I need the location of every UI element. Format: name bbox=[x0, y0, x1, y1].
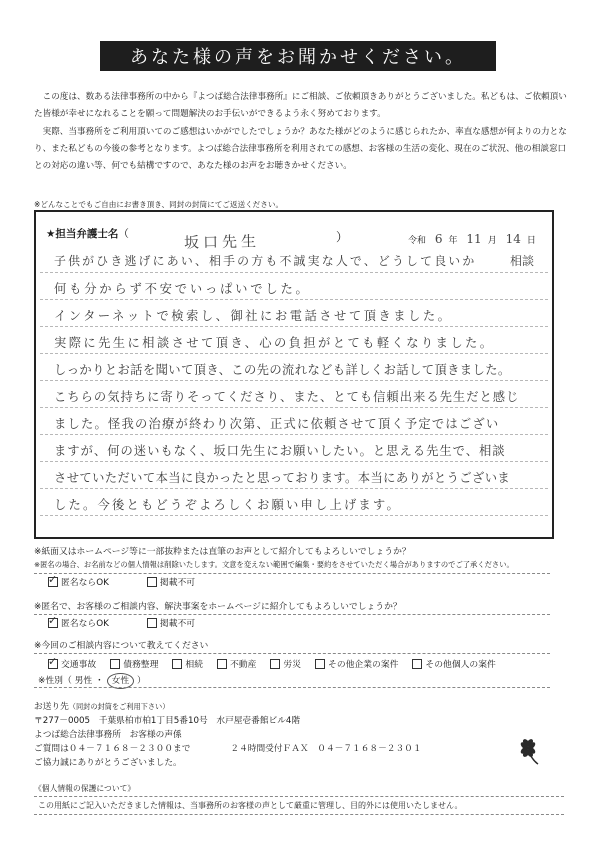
option-anonymous-ok[interactable]: ✓ 匿名ならOK bbox=[48, 616, 109, 629]
checkbox[interactable] bbox=[315, 659, 325, 669]
option-traffic-accident[interactable]: ✓ 交通事故 bbox=[48, 657, 96, 670]
checkbox[interactable] bbox=[172, 659, 182, 669]
letter-date: 令和 6 年 11 月 14 日 bbox=[408, 232, 536, 246]
contact-fax: ２４時間受付ＦＡＸ ０４－７１６８－２３０１ bbox=[230, 744, 422, 754]
ruled-line bbox=[40, 434, 548, 435]
intro-paragraph: この度は、数ある法律事務所の中から『よつば総合法律事務所』にご相談、ご依頼頂きありがとうございました。私どもは、ご依頼頂いた皆様が幸せになれることを願って問題解決のお手伝いができるよう永く努めております。 bbox=[34, 92, 567, 120]
checkbox[interactable] bbox=[48, 577, 58, 587]
question-case-consent bbox=[34, 600, 550, 629]
checkbox[interactable] bbox=[217, 659, 227, 669]
option-labor-accident[interactable]: 労災 bbox=[270, 657, 301, 670]
page-title-banner bbox=[100, 41, 496, 71]
letter-line: ますが、何の迷いもなく、坂口先生にお願いしたい。と思える先生で、相談 bbox=[54, 444, 506, 458]
option-group bbox=[34, 616, 550, 629]
lawyer-close-paren: ） bbox=[336, 230, 349, 244]
divider bbox=[34, 614, 550, 615]
page-title: あなた様の声をお聞かせください。 bbox=[130, 47, 466, 68]
option-group bbox=[34, 575, 550, 588]
checkbox[interactable] bbox=[48, 618, 58, 628]
option-other-corporate[interactable]: その他企業の案件 bbox=[315, 657, 398, 670]
lawyer-name: 坂口先生 bbox=[183, 232, 261, 252]
option-real-estate[interactable]: 不動産 bbox=[217, 657, 256, 670]
question-text: ※今回のご相談内容について教えてください bbox=[34, 641, 209, 651]
divider bbox=[34, 573, 550, 574]
ruled-line bbox=[40, 515, 548, 516]
gender-label: ※性別（ bbox=[38, 676, 72, 686]
checkbox[interactable] bbox=[270, 659, 280, 669]
ruled-line bbox=[40, 326, 548, 327]
contact-address: 〒277－0005 千葉県柏市柏1丁目5番10号 水戸屋壱番館ビル4階 bbox=[34, 716, 301, 726]
checkbox[interactable] bbox=[110, 659, 120, 669]
letter-line: した。今後ともどうぞよろしくお願い申し上げます。 bbox=[54, 498, 401, 512]
handwritten-letter-box bbox=[34, 210, 554, 539]
question-consultation-type bbox=[34, 639, 550, 670]
question-text: ※紙面又はホームページ等に一部抜粋または直筆のお声として紹介してもよろしいでしょうか？ bbox=[34, 547, 411, 557]
ruled-line bbox=[40, 380, 548, 381]
ruled-line bbox=[40, 488, 548, 489]
privacy-text: この用紙にご記入いただきました情報は、当事務所のお客様の声として厳重に管理し、目的外には使用いたしません。 bbox=[38, 801, 463, 810]
contact-heading: お送り先 bbox=[34, 702, 69, 712]
question-publish-consent bbox=[34, 545, 550, 588]
privacy-title: 《個人情報の保護について》 bbox=[34, 784, 136, 793]
ruled-line bbox=[40, 299, 548, 300]
consultation-tag: 相談 bbox=[510, 254, 535, 268]
letter-line: こちらの気持ちに寄りそってくださり、また、とても信頼出来る先生だと感じ bbox=[54, 390, 520, 404]
contact-info: お送り先（同封の封筒をご利用下さい） 〒277－0005 千葉県柏市柏1丁目5番10号 水戸屋壱番館ビル4階 よつば総合法律事務所 お客様の声係 ご質問は０４－７１６８－２３００まで ２４時間受付ＦＡＸ ０４－７１６８－２３０１ ご協力誠にありがとうございました。 bbox=[34, 700, 554, 770]
four-leaf-clover-icon bbox=[508, 728, 548, 768]
ruled-line bbox=[40, 272, 548, 273]
letter-line: インターネットで検索し、御社にお電話させて頂きました。 bbox=[54, 309, 453, 323]
checkbox[interactable] bbox=[147, 577, 157, 587]
gender-female-selected[interactable]: 女性 bbox=[107, 673, 135, 689]
checkbox[interactable] bbox=[412, 659, 422, 669]
intro-text bbox=[34, 89, 568, 175]
option-other-personal[interactable]: その他個人の案件 bbox=[412, 657, 495, 670]
letter-line: しっかりとお話を聞いて頂き、この先の流れなども詳しくお話して頂きました。 bbox=[54, 363, 511, 377]
ruled-line bbox=[40, 353, 548, 354]
checkbox[interactable] bbox=[147, 618, 157, 628]
letter-line: 何も分からず不安でいっぱいでした。 bbox=[54, 282, 311, 296]
privacy-notice bbox=[34, 796, 564, 815]
gender-male[interactable]: 男性 bbox=[74, 676, 93, 686]
divider bbox=[34, 687, 550, 688]
intro-paragraph: 実際、当事務所をご利用頂いてのご感想はいかがでしたでしょうか？あなた様がどのように感じられたか、率直な感想が何よりの力となり、また私どもの今後の参考となります。よつば総合法律事務所を利用されての感想、お客様の生活の変化、現在のご状況、他の相談窓口との対応の違い等、何でも結構ですので、あなた様のお声をお聴きかせください。 bbox=[34, 126, 567, 172]
option-inheritance[interactable]: 相続 bbox=[172, 657, 203, 670]
option-anonymous-ok[interactable]: ✓ 匿名ならOK bbox=[48, 575, 109, 588]
letter-line: 実際に先生に相談させて頂き、心の負担がとても軽くなりました。 bbox=[54, 336, 495, 350]
lawyer-label: ★担当弁護士名（ bbox=[46, 228, 129, 240]
option-group bbox=[34, 657, 550, 670]
letter-line: させていただいて本当に良かったと思っております。本当にありがとうございま bbox=[54, 471, 511, 485]
ruled-line bbox=[40, 407, 548, 408]
option-no-publish[interactable]: 掲載不可 bbox=[147, 616, 195, 629]
contact-office: よつば総合法律事務所 お客様の声係 bbox=[34, 730, 182, 740]
divider bbox=[34, 653, 550, 654]
question-text: ※匿名で、お客様のご相談内容、解決事案をホームページに紹介してもよろしいでしょうか？ bbox=[34, 602, 402, 612]
option-no-publish[interactable]: 掲載不可 bbox=[147, 575, 195, 588]
question-gender: ※性別（ 男性 ・ 女性 ） bbox=[34, 673, 550, 687]
question-subnote: ※匿名の場合、お名前などの個人情報は削除いたします。文意を変えない範囲で編集・要約をさせていただく場合がありますのでご了承ください。 bbox=[34, 560, 514, 569]
contact-phone: ご質問は０４－７１６８－２３００まで bbox=[34, 744, 191, 754]
checkbox[interactable] bbox=[48, 659, 58, 669]
ruled-line bbox=[40, 461, 548, 462]
option-debt[interactable]: 債務整理 bbox=[110, 657, 158, 670]
return-note: ※どんなことでもご自由にお書き頂き、同封の封筒にてご返送ください。 bbox=[34, 200, 284, 209]
contact-thanks: ご協力誠にありがとうございました。 bbox=[34, 758, 182, 768]
letter-line: 子供がひき逃げにあい、相手の方も不誠実な人で、どうして良いか bbox=[54, 254, 477, 268]
letter-line: ました。怪我の治療が終わり次第、正式に依頼させて頂く予定ではござい bbox=[54, 417, 500, 431]
